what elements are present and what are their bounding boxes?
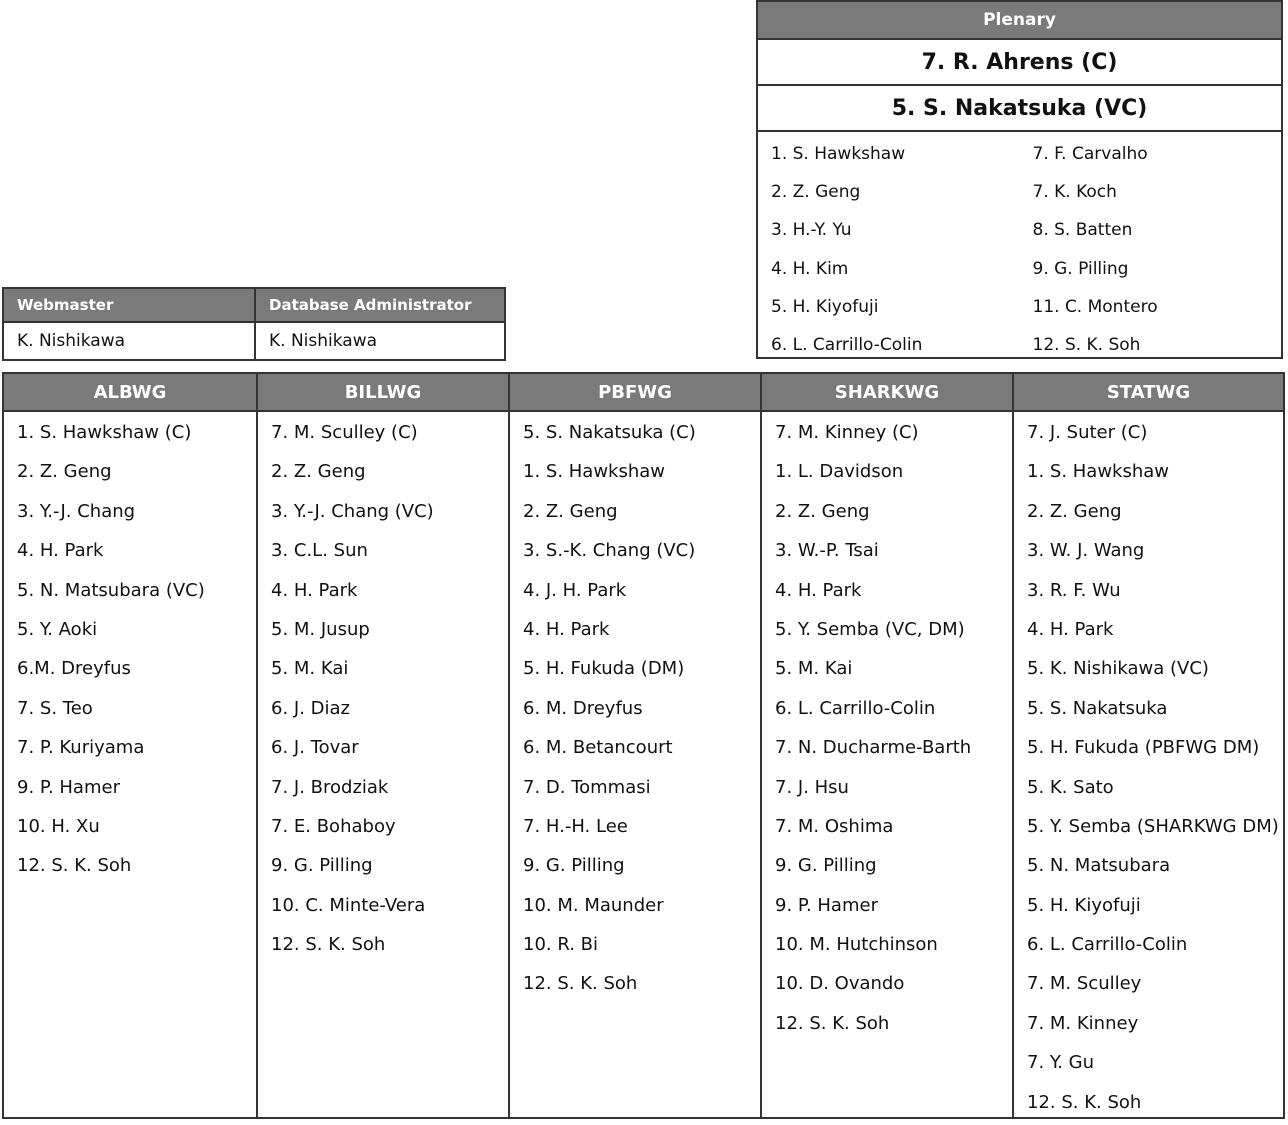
member-item: 5. Y. Semba (VC, DM) (775, 618, 965, 640)
member-item: 12. S. K. Soh (523, 973, 638, 995)
member-item: 7. J. Suter (C) (1027, 422, 1148, 443)
plenary-member: 11. C. Montero (1032, 296, 1158, 317)
webmaster-value: K. Nishikawa (17, 331, 126, 351)
member-item: 3. W. J. Wang (1027, 540, 1145, 562)
member-item: 5. S. Nakatsuka (1027, 697, 1168, 719)
member-item: 7. Y. Gu (1027, 1052, 1095, 1074)
member-item: 7. M. Sculley (C) (271, 422, 418, 443)
member-item: 10. D. Ovando (775, 973, 905, 995)
member-item: 12. S. K. Soh (17, 855, 132, 877)
member-item: 7. P. Kuriyama (17, 737, 145, 759)
member-item: 10. R. Bi (523, 934, 599, 956)
member-item: 6.M. Dreyfus (17, 658, 131, 680)
member-item: 5. Y. Aoki (17, 618, 98, 640)
member-item: 6. J. Diaz (271, 697, 350, 719)
member-item: 5. S. Nakatsuka (C) (523, 422, 696, 443)
member-item: 5. H. Fukuda (DM) (523, 658, 685, 680)
member-item: 1. L. Davidson (775, 461, 904, 483)
member-item: 4. H. Park (775, 579, 862, 601)
member-item: 5. H. Fukuda (PBFWG DM) (1027, 737, 1260, 759)
plenary-member: 5. H. Kiyofuji (771, 296, 879, 317)
member-item: 5. M. Jusup (271, 618, 370, 640)
member-item: 4. H. Park (271, 579, 358, 601)
group-header: BILLWG (258, 374, 508, 412)
member-item: 5. N. Matsubara (VC) (17, 579, 205, 601)
member-item: 3. C.L. Sun (271, 540, 368, 562)
member-item: 6. M. Dreyfus (523, 697, 643, 719)
member-item: 12. S. K. Soh (271, 934, 386, 956)
member-item: 3. W.-P. Tsai (775, 540, 879, 562)
plenary-header: Plenary (758, 2, 1281, 40)
webmaster-header: Webmaster (4, 289, 254, 323)
group-header: STATWG (1014, 374, 1283, 412)
member-list (1014, 412, 1283, 1121)
group-column-billwg (256, 374, 508, 1117)
plenary-chair: 7. R. Ahrens (C) (758, 40, 1281, 86)
member-item: 9. P. Hamer (775, 894, 878, 916)
group-column-albwg (4, 374, 256, 1117)
plenary-member: 9. G. Pilling (1032, 258, 1129, 279)
plenary-member: 1. S. Hawkshaw (771, 144, 906, 164)
member-item: 2. Z. Geng (775, 500, 870, 522)
database-admin-cell (254, 289, 504, 359)
group-header: ALBWG (4, 374, 256, 412)
member-item: 7. S. Teo (17, 697, 93, 719)
member-item: 4. H. Park (523, 618, 610, 640)
plenary-member: 8. S. Batten (1032, 220, 1133, 241)
webmaster-cell (4, 289, 254, 359)
member-item: 5. K. Sato (1027, 776, 1114, 798)
member-item: 7. M. Kinney (1027, 1012, 1139, 1034)
member-item: 9. G. Pilling (271, 855, 373, 877)
member-item: 7. H.-H. Lee (523, 815, 628, 837)
member-item: 4. J. H. Park (523, 579, 627, 601)
member-item: 4. H. Park (17, 540, 104, 562)
member-item: 6. L. Carrillo-Colin (1027, 934, 1188, 956)
member-item: 4. H. Park (1027, 618, 1114, 640)
plenary-member: 3. H.-Y. Yu (771, 220, 852, 241)
plenary-member: 12. S. K. Soh (1032, 334, 1141, 355)
member-item: 1. S. Hawkshaw (1027, 461, 1170, 483)
member-item: 6. L. Carrillo-Colin (775, 697, 936, 719)
plenary-member: 7. F. Carvalho (1032, 144, 1148, 164)
member-item: 5. M. Kai (775, 658, 853, 680)
member-item: 7. J. Brodziak (271, 776, 389, 798)
member-item: 6. J. Tovar (271, 737, 359, 759)
member-item: 10. M. Hutchinson (775, 934, 938, 956)
plenary-member: 6. L. Carrillo-Colin (771, 334, 923, 355)
member-item: 5. Y. Semba (SHARKWG DM) (1027, 815, 1279, 837)
member-item: 2. Z. Geng (1027, 500, 1122, 522)
member-item: 7. M. Oshima (775, 815, 894, 837)
member-item: 10. C. Minte-Vera (271, 894, 426, 916)
plenary-table (756, 0, 1283, 359)
member-item: 3. S.-K. Chang (VC) (523, 540, 696, 562)
member-list (762, 412, 1012, 1042)
member-list (510, 412, 760, 1003)
member-item: 10. H. Xu (17, 815, 100, 837)
plenary-member: 4. H. Kim (771, 258, 849, 279)
plenary-members-right (1020, 135, 1282, 364)
plenary-vice-chair: 5. S. Nakatsuka (VC) (758, 86, 1281, 132)
group-column-statwg (1012, 374, 1283, 1117)
member-list (4, 412, 256, 885)
member-item: 7. E. Bohaboy (271, 815, 396, 837)
member-item: 7. J. Hsu (775, 776, 849, 798)
member-item: 9. G. Pilling (523, 855, 625, 877)
group-column-sharkwg (760, 374, 1012, 1117)
member-item: 7. M. Sculley (1027, 973, 1142, 995)
member-item: 9. G. Pilling (775, 855, 877, 877)
member-item: 3. Y.-J. Chang (17, 500, 136, 522)
member-item: 12. S. K. Soh (775, 1012, 890, 1034)
member-item: 2. Z. Geng (523, 500, 618, 522)
group-column-pbfwg (508, 374, 760, 1117)
member-item: 1. S. Hawkshaw (523, 461, 666, 483)
member-item: 5. H. Kiyofuji (1027, 894, 1141, 916)
member-item: 7. D. Tommasi (523, 776, 651, 798)
group-header: SHARKWG (762, 374, 1012, 412)
member-item: 1. S. Hawkshaw (C) (17, 422, 192, 443)
database-admin-value: K. Nishikawa (269, 331, 378, 351)
member-item: 10. M. Maunder (523, 894, 664, 916)
member-item: 2. Z. Geng (17, 461, 112, 483)
member-item: 5. M. Kai (271, 658, 349, 680)
member-item: 7. N. Ducharme-Barth (775, 737, 972, 759)
member-item: 3. R. F. Wu (1027, 579, 1121, 601)
database-admin-header: Database Administrator (256, 289, 504, 323)
plenary-members (758, 132, 1281, 364)
working-groups-table (2, 372, 1285, 1119)
group-header: PBFWG (510, 374, 760, 412)
plenary-member: 2. Z. Geng (771, 182, 861, 203)
member-list (258, 412, 508, 963)
member-item: 3. Y.-J. Chang (VC) (271, 500, 434, 522)
member-item: 6. M. Betancourt (523, 737, 673, 759)
member-item: 9. P. Hamer (17, 776, 120, 798)
member-item: 5. K. Nishikawa (VC) (1027, 658, 1209, 680)
member-item: 5. N. Matsubara (1027, 855, 1171, 877)
member-item: 7. M. Kinney (C) (775, 422, 919, 443)
plenary-members-left (758, 135, 1020, 364)
plenary-member: 7. K. Koch (1032, 182, 1117, 203)
member-item: 2. Z. Geng (271, 461, 366, 483)
member-item: 12. S. K. Soh (1027, 1091, 1142, 1113)
admin-table (2, 287, 506, 361)
